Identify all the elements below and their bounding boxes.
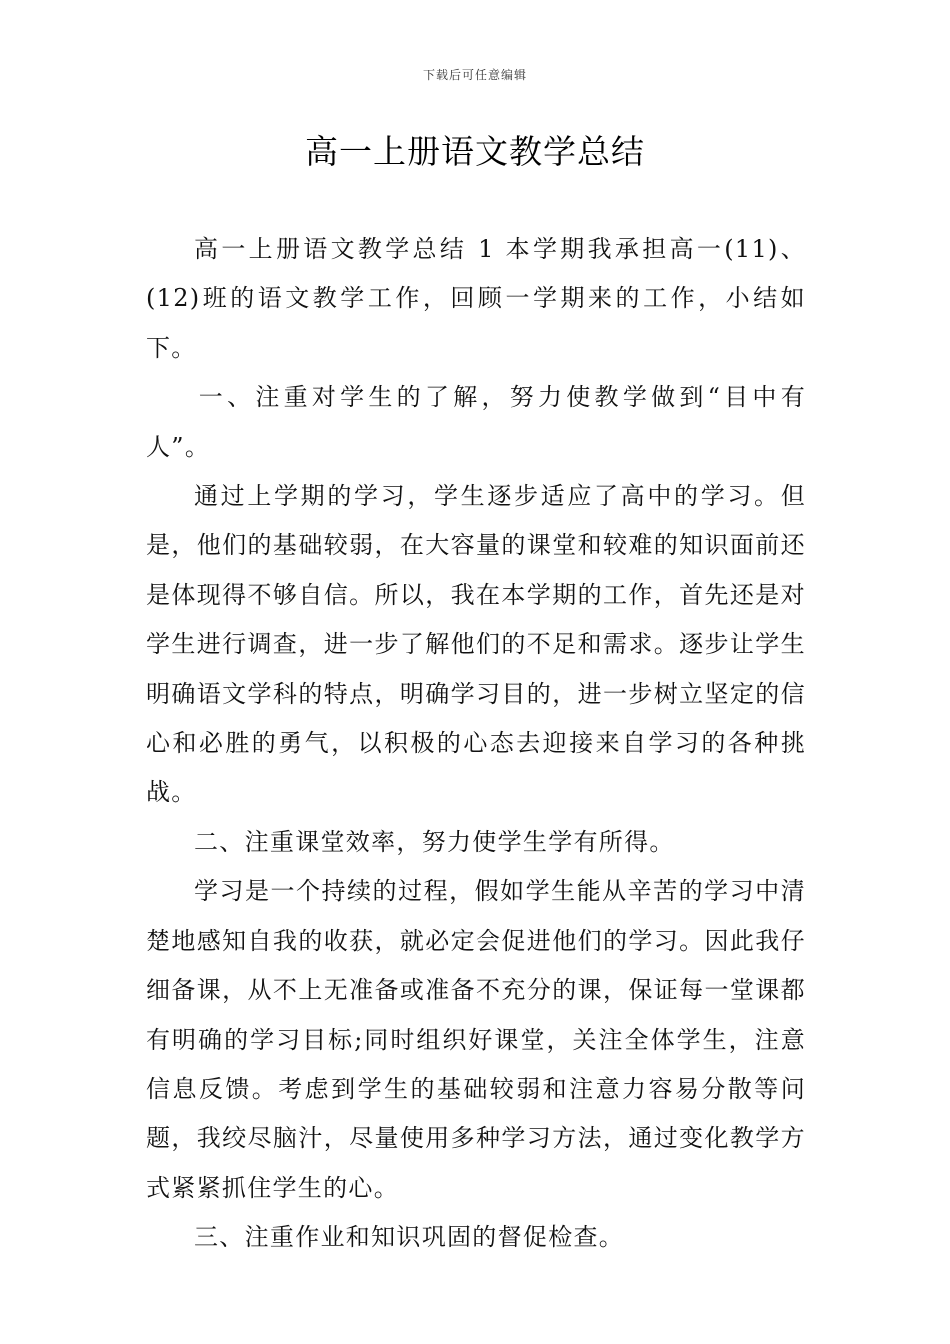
section-heading-1: 一、注重对学生的了解，努力使教学做到“目中有人”。 — [146, 383, 806, 461]
document-title: 高一上册语文教学总结 — [305, 132, 645, 171]
document-body — [146, 225, 806, 1263]
paragraph-section-1: 通过上学期的学习，学生逐步适应了高中的学习。但是，他们的基础较弱，在大容量的课堂和较难的知识面前还是体现得不够自信。所以，我在本学期的工作，首先还是对学生进行调查，进一步了解他们的不足和需求。逐步让学生明确语文学科的特点，明确学习目的，进一步树立坚定的信心和必胜的勇气，以积极的心态去迎接来自学习的各种挑战。 — [146, 482, 806, 807]
paragraph-intro: 高一上册语文教学总结 1 本学期我承担高一(11)、(12)班的语文教学工作，回顾一学期来的工作，小结如下。 — [146, 235, 806, 362]
section-heading-2: 二、注重课堂效率，努力使学生学有所得。 — [194, 827, 675, 856]
section-heading-3: 三、注重作业和知识巩固的督促检查。 — [194, 1223, 625, 1252]
paragraph-section-2: 学习是一个持续的过程，假如学生能从辛苦的学习中清楚地感知自我的收获，就必定会促进他们的学习。因此我仔细备课，从不上无准备或准备不充分的课，保证每一堂课都有明确的学习目标;同时组织好课堂，关注全体学生，注意信息反馈。考虑到学生的基础较弱和注意力容易分散等问题，我绞尽脑汁，尽量使用多种学习方法，通过变化教学方式紧紧抓住学生的心。 — [146, 877, 806, 1202]
header-note: 下载后可任意编辑 — [422, 68, 527, 82]
